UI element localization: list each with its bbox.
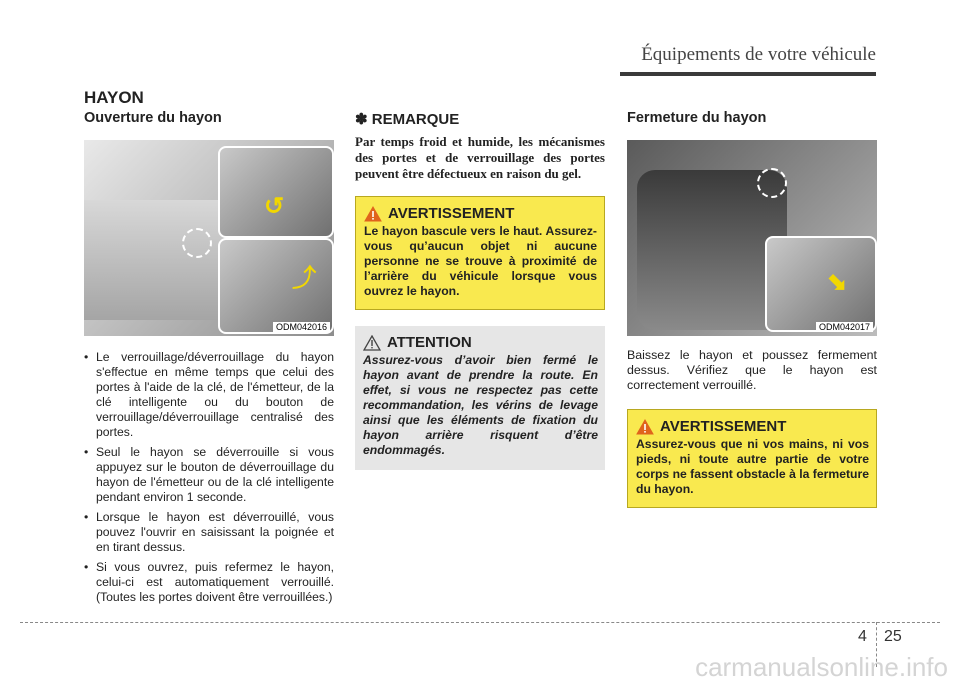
open-tailgate-inset: [218, 238, 334, 334]
push-arrow-icon: ⬊: [827, 269, 848, 296]
list-item: • Si vous ouvrez, puis refermez le hayon, celui-ci est automatiquement verrouillé. (Toutes les portes doivent être verrouillées.): [84, 560, 334, 605]
handle-closeup-inset: [218, 146, 334, 238]
warning-title: AVERTISSEMENT: [660, 418, 787, 435]
remark-text: Par temps froid et humide, les mécanismes des portes et de verrouillage des portes peuvent être défectueux en raison du gel.: [355, 134, 605, 181]
latch-closeup-inset: [765, 236, 877, 332]
list-item: • Seul le hayon se déverrouille si vous appuyez sur le bouton de déverrouillage du hayon de l'émetteur ou de la clé intelligente pendant environ 1 seconde.: [84, 445, 334, 505]
remark-title: ✽ REMARQUE: [355, 111, 460, 128]
caution-triangle-icon: [363, 335, 381, 351]
closing-text: Baissez le hayon et poussez fermement dessus. Vérifiez que le hayon est correctement verrouillé.: [627, 348, 877, 392]
warning-title: AVERTISSEMENT: [388, 205, 515, 222]
column-notes: [355, 110, 605, 470]
chapter-number: 4: [858, 628, 867, 645]
attention-title: ATTENTION: [387, 334, 472, 351]
tailgate-closing-photo: [627, 140, 877, 336]
chapter-title: Équipements de votre véhicule: [641, 44, 876, 65]
latch-highlight: [757, 168, 787, 198]
pull-arrow-icon: ↺: [264, 193, 285, 220]
column-opening: [84, 110, 334, 610]
warning-text: Assurez-vous que ni vos mains, ni vos pieds, ni toute autre partie de votre corps ne fassent obstacle à la fermeture du hayon.: [636, 437, 870, 496]
warning-triangle-icon: [364, 206, 382, 222]
watermark: carmanualsonline.info: [695, 652, 948, 682]
handle-highlight: [182, 228, 212, 258]
image-caption: ODM042016: [273, 322, 330, 332]
header-rule: [620, 72, 876, 76]
closing-heading: Fermeture du hayon: [627, 110, 767, 126]
lift-arrow-icon: ⤴: [292, 265, 316, 292]
attention-box: [355, 326, 605, 470]
list-item: • Le verrouillage/déverrouillage du hayon s'effectue en même temps que celui des portes à l'aide de la clé, de l'émetteur, de la clé intelligente ou du bouton de verrouillage/déverrouillage centralisé des portes.: [84, 350, 334, 440]
attention-text: Assurez-vous d’avoir bien fermé le hayon avant de prendre la route. En effet, si vous ne respectez pas cette recommandation, les vérins de levage ainsi que les éléments de fixation du hayon arrière risquent d’être endommagés.: [363, 353, 598, 457]
opening-list: [84, 350, 334, 605]
column-closing: [627, 110, 877, 508]
list-item: • Lorsque le hayon est déverrouillé, vous pouvez l'ouvrir en saisissant la poignée et en tirant dessus.: [84, 510, 334, 555]
warning-box: [627, 409, 877, 508]
tailgate-opening-photo: [84, 140, 334, 336]
opening-heading: Ouverture du hayon: [84, 110, 222, 126]
warning-text: Le hayon bascule vers le haut. Assurez-vous qu’aucun objet ni aucune personne ne se trouve à proximité de l’arrière du véhicule lorsque vous ouvrez le hayon.: [364, 224, 597, 298]
warning-box: [355, 196, 605, 310]
image-caption: ODM042017: [816, 322, 873, 332]
page-number: 25: [884, 628, 902, 645]
section-title: HAYON: [84, 88, 144, 107]
footer-rule: [20, 622, 940, 623]
warning-triangle-icon: [636, 419, 654, 435]
